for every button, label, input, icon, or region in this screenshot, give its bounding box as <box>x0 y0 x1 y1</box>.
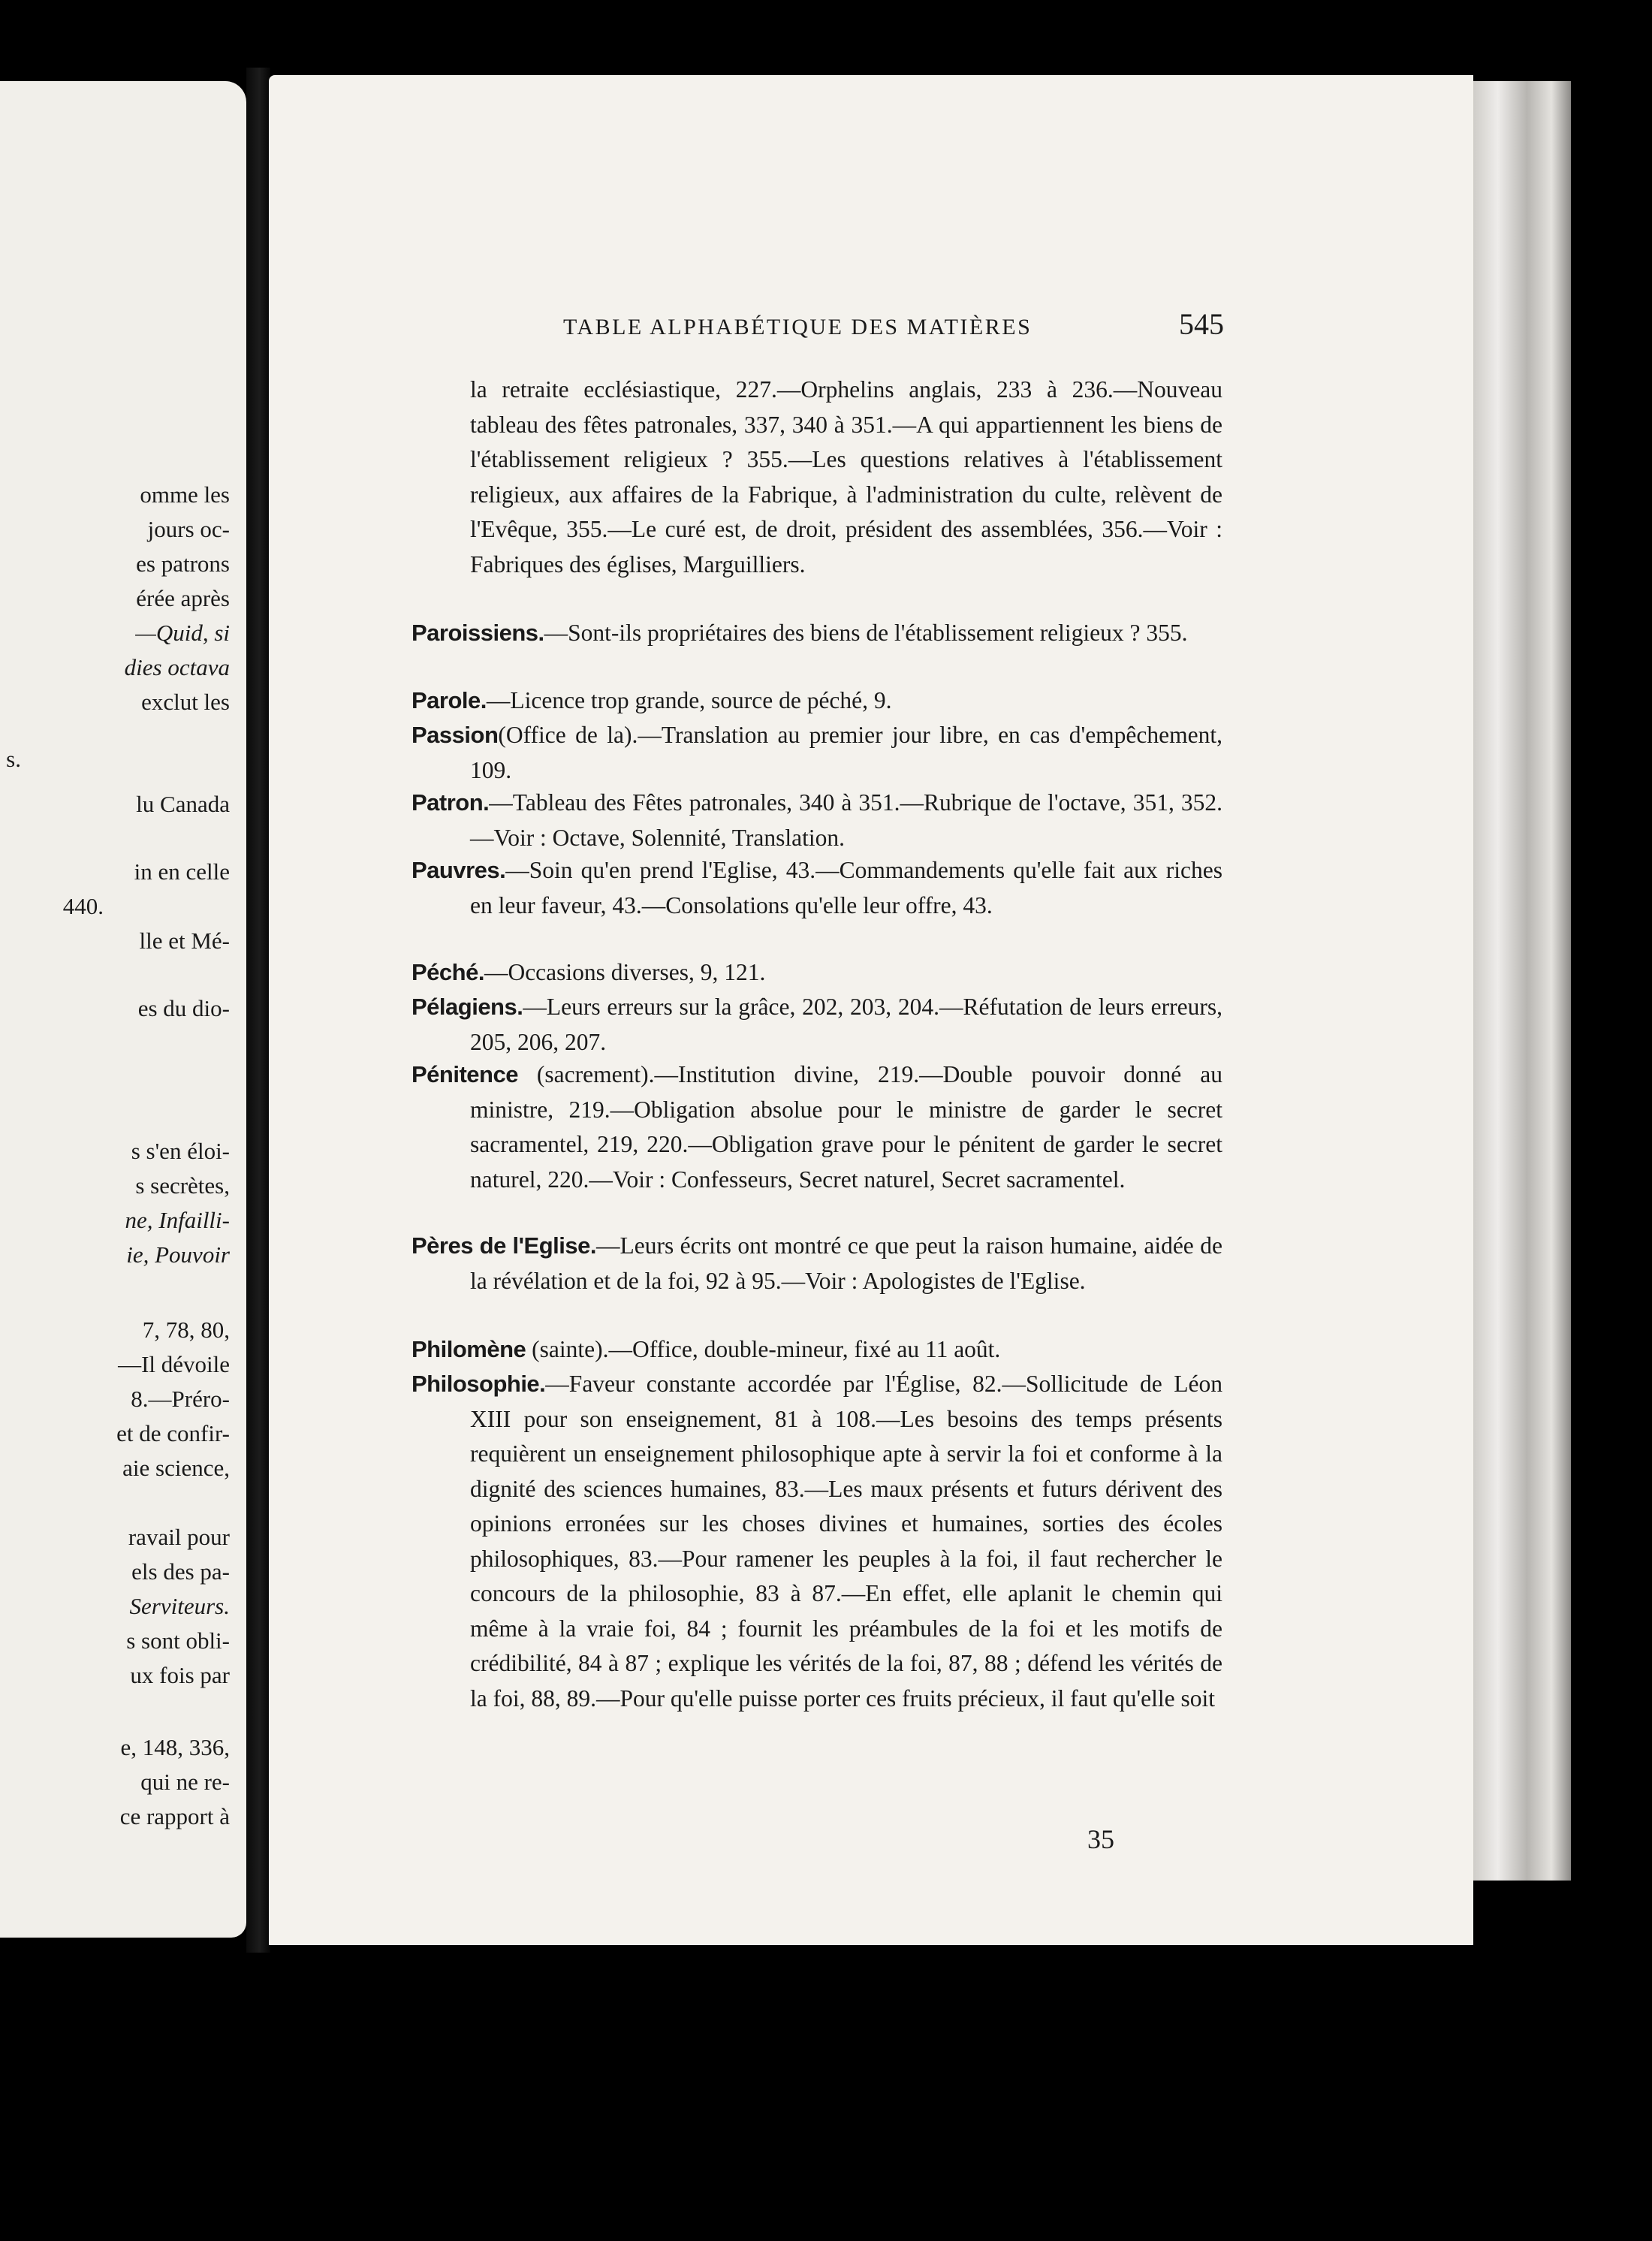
left-line: es du dio- <box>137 995 230 1021</box>
left-line: —Quid, si <box>135 620 230 646</box>
index-entry <box>411 718 1222 788</box>
left-line: jours oc- <box>147 516 230 542</box>
left-line: omme les <box>140 481 230 508</box>
left-line: —Il dévoile <box>118 1351 230 1377</box>
index-entry <box>411 616 1222 651</box>
running-header <box>563 306 1224 342</box>
entry-text: (Office de la).—Translation au premier jour libre, en cas d'empêchement, 109. <box>470 722 1222 783</box>
entry-text: —Occasions diverses, 9, 121. <box>484 959 766 985</box>
left-line: s. <box>6 746 21 772</box>
continuation-text: la retraite ecclésiastique, 227.—Orphelins anglais, 233 à 236.—Nouveau tableau des fêtes patronales, 337, 340 à 351.—A qui appartiennent les biens de l'établissement religieux ? 355.—Les questions relatives à l'établissement religieux, aux affaires de la Fabrique, à l'administration du culte, relèvent de l'Evêque, 355.—Le curé est, de droit, président des assemblées, 356.—Voir : Fabriques des églises, Marguilliers. <box>470 376 1222 578</box>
left-line: ie, Pouvoir <box>126 1241 230 1268</box>
left-line: s s'en éloi- <box>131 1138 230 1164</box>
left-line: qui ne re- <box>140 1769 230 1795</box>
left-line: 440. <box>62 893 104 919</box>
entry-text: —Faveur constante accordée par l'Église, 82.—Sollicitude de Léon XIII pour son enseignement, 81 à 108.—Les besoins des temps présents requièrent un enseignement philosophique apte à servir la foi et conforme à la dignité des sciences humaines, 83.—Les maux présents et futurs dérivent des opinions erronées sur les choses divines et humaines, sorties des écoles philosophiques, 83.—Pour ramener les peuples à la foi, il faut rechercher le concours de la philosophie, 83 à 87.—En effet, elle aplanit le chemin qui même à la vraie foi, 84 ; fournit les préambules de la foi et les motifs de crédibilité, 84 à 87 ; explique les vérités de la foi, 87, 88 ; défend les vérités de la foi, 88, 89.—Pour qu'elle puisse porter ces fruits précieux, il faut qu'elle soit <box>470 1371 1222 1712</box>
signature-mark: 35 <box>1087 1824 1114 1854</box>
left-line: s sont obli- <box>126 1627 230 1654</box>
entry-text: —Tableau des Fêtes patronales, 340 à 351.—Rubrique de l'octave, 351, 352.—Voir : Octave, Solennité, Translation. <box>470 789 1222 851</box>
left-line: s secrètes, <box>135 1172 230 1199</box>
left-line: in en celle <box>134 858 230 885</box>
left-line: ce rapport à <box>119 1803 230 1829</box>
left-line: et de confir- <box>116 1420 230 1446</box>
entry-head: Patron. <box>411 789 490 816</box>
left-line: dies octava <box>124 654 230 680</box>
entry-text: (sacrement).—Institution divine, 219.—Double pouvoir donné au ministre, 219.—Obligation absolue pour le ministre de garder le secret sacramentel, 219, 220.—Obligation grave pour le pénitent de garder le secret naturel, 220.—Voir : Confesseurs, Secret naturel, Secret sacramentel. <box>470 1061 1222 1193</box>
left-line: lle et Mé- <box>139 927 230 954</box>
left-line: 8.—Préro- <box>131 1386 230 1412</box>
left-line: ux fois par <box>130 1662 230 1688</box>
index-entry <box>411 786 1222 855</box>
index-entry <box>411 990 1222 1060</box>
left-line: e, 148, 336, <box>120 1734 230 1760</box>
entry-text: —Licence trop grande, source de péché, 9. <box>486 687 892 713</box>
entry-head: Philosophie. <box>411 1371 546 1397</box>
index-entry <box>411 853 1222 923</box>
left-line: es patrons <box>136 550 230 577</box>
left-line: els des pa- <box>131 1558 230 1585</box>
left-line: ravail pour <box>128 1524 230 1550</box>
index-entry <box>411 1229 1222 1298</box>
entry-text: —Soin qu'en prend l'Eglise, 43.—Commandements qu'elle fait aux riches en leur faveur, 43.—Consolations qu'elle leur offre, 43. <box>470 857 1222 918</box>
header-title: TABLE ALPHABÉTIQUE DES MATIÈRES <box>563 315 1032 339</box>
entry-head: Passion <box>411 722 499 748</box>
entry-head: Pauvres. <box>411 857 506 883</box>
entry-head: Pénitence <box>411 1061 518 1087</box>
entry-text: —Leurs écrits ont montré ce que peut la raison humaine, aidée de la révélation et de la foi, 92 à 95.—Voir : Apologistes de l'Eglise. <box>470 1232 1222 1294</box>
entry-text: —Leurs erreurs sur la grâce, 202, 203, 204.—Réfutation de leurs erreurs, 205, 206, 207. <box>470 994 1222 1055</box>
entry-head: Pélagiens. <box>411 994 523 1020</box>
left-line: lu Canada <box>136 791 230 817</box>
entry-head: Philomène <box>411 1336 526 1362</box>
entry-head: Parole. <box>411 687 487 713</box>
entry-text: —Sont-ils propriétaires des biens de l'établissement religieux ? 355. <box>544 620 1188 646</box>
index-entry <box>411 1332 1222 1368</box>
index-entry <box>411 683 1222 719</box>
index-entry <box>411 955 1222 991</box>
left-line: exclut les <box>141 689 230 715</box>
left-line: 7, 78, 80, <box>142 1317 230 1343</box>
entry-head: Paroissiens. <box>411 620 544 646</box>
entry-head: Pères de l'Eglise. <box>411 1232 596 1259</box>
left-line: érée après <box>136 585 230 611</box>
entry-head: Péché. <box>411 959 484 985</box>
entry-text: (sainte).—Office, double-mineur, fixé au 11 août. <box>526 1336 1001 1362</box>
left-page <box>0 81 246 1938</box>
left-line: ne, Infailli- <box>125 1207 230 1233</box>
index-entry <box>411 1367 1222 1716</box>
book-gutter <box>246 68 270 1953</box>
page-edges <box>1473 81 1571 1881</box>
page-number: 545 <box>1179 307 1224 341</box>
index-entry <box>411 1057 1222 1197</box>
left-line: Serviteurs. <box>129 1593 230 1619</box>
left-line: aie science, <box>122 1455 230 1481</box>
